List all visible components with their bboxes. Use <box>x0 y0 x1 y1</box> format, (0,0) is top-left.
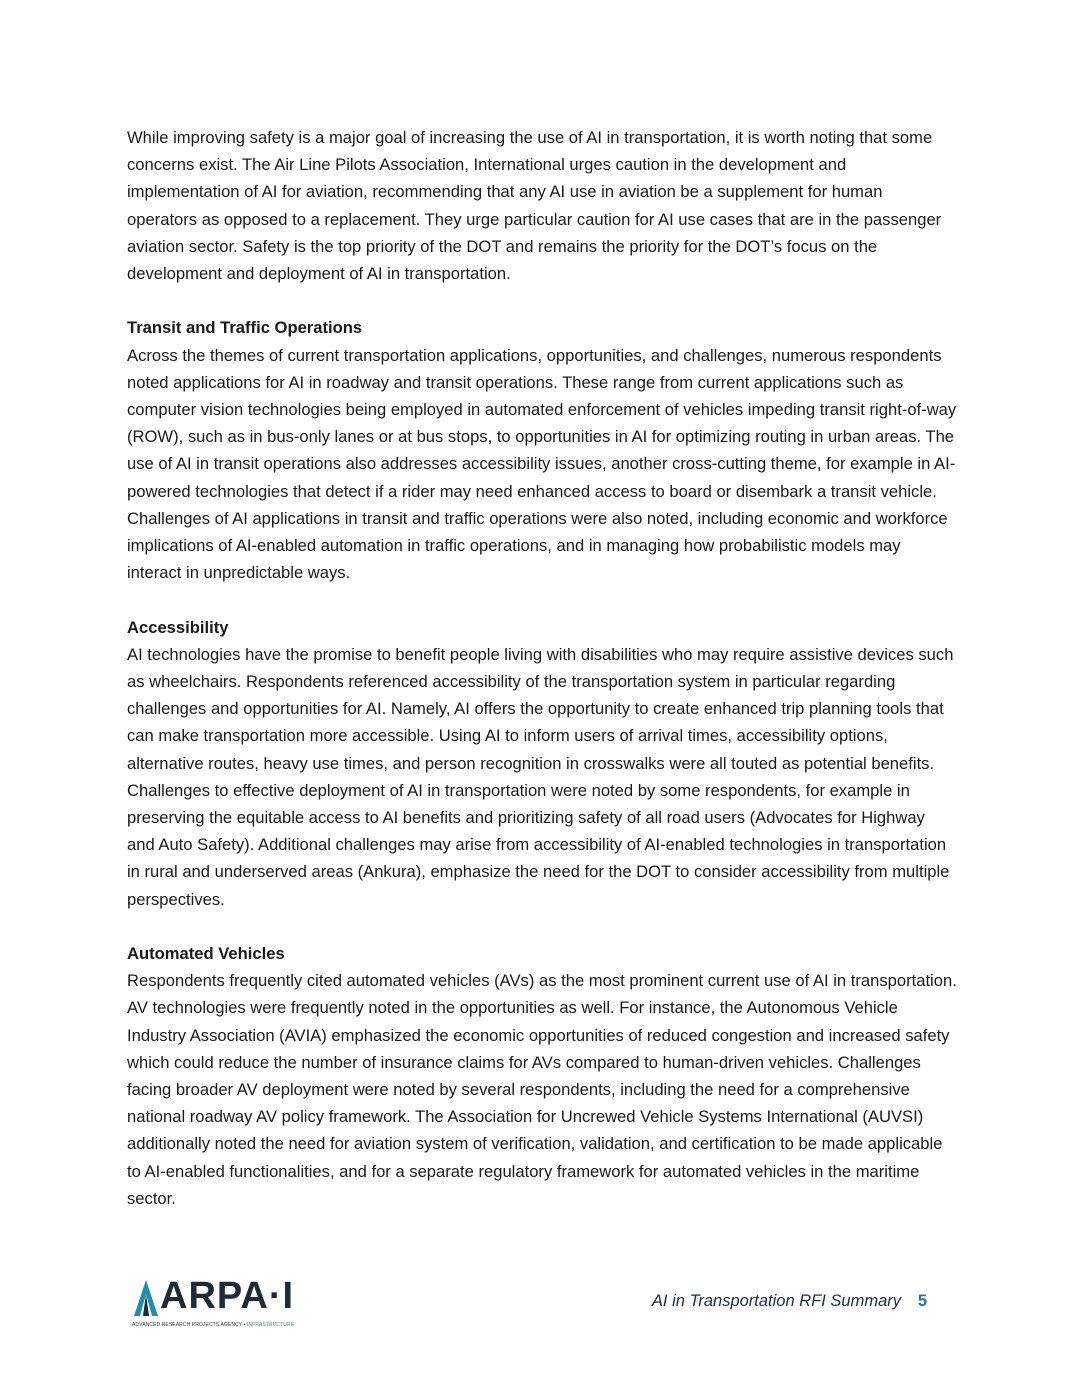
arpa-i-logo-mark-icon <box>132 1280 160 1316</box>
page-number: 5 <box>917 1292 927 1310</box>
arpa-i-logo <box>132 1275 302 1332</box>
section-transit-traffic <box>127 314 957 586</box>
section-heading: Transit and Traffic Operations <box>127 318 363 338</box>
section-paragraph: Across the themes of current transportation applications, opportunities, and challenges, numerous respondents noted applications for AI in roadway and transit operations. These range from current applications such as computer vision technologies being employed in automated enforcement of vehicles impeding transit right-of-way (ROW), such as in bus-only lanes or at bus stops, to opportunities in AI for optimizing routing in urban areas. The use of AI in transit operations also addresses accessibility issues, another cross-cutting theme, for example in AI-powered technologies that detect if a rider may need enhanced access to board or disembark a transit vehicle. Challenges of AI applications in transit and traffic operations were also noted, including economic and workforce implications of AI-enabled automation in traffic operations, and in managing how probabilistic models may interact in unpredictable ways. <box>127 345 957 583</box>
section-heading: Accessibility <box>127 617 229 637</box>
logo-subtitle-accent: INFRASTRUCTURE <box>246 1322 295 1328</box>
footer-document-title: AI in Transportation RFI Summary <box>651 1292 901 1310</box>
page-footer <box>127 1275 957 1338</box>
document-body <box>127 124 957 1239</box>
section-automated-vehicles <box>127 940 957 1212</box>
section-paragraph: Respondents frequently cited automated vehicles (AVs) as the most prominent current use of AI in transportation. AV technologies were frequently noted in the opportunities as well. For instance, the Autonomous Vehicle Industry Association (AVIA) emphasized the economic opportunities of reduced congestion and increased safety which could reduce the number of insurance claims for AVs compared to human-driven vehicles. Challenges facing broader AV deployment were noted by several respondents, including the need for a comprehensive national roadway AV policy framework. The Association for Uncrewed Vehicle Systems International (AUVSI) additionally noted the need for aviation system of verification, validation, and certification to be made applicable to AI-enabled functionalities, and for a separate regulatory framework for automated vehicles in the maritime sector. <box>127 971 957 1208</box>
logo-wordmark: ARPA·I <box>160 1275 295 1317</box>
section-accessibility <box>127 614 957 913</box>
section-heading: Automated Vehicles <box>127 944 285 964</box>
logo-subtitle <box>132 1322 294 1328</box>
section-paragraph: AI technologies have the promise to benefit people living with disabilities who may require assistive devices such as wheelchairs. Respondents referenced accessibility of the transportation system in particular regarding challenges and opportunities for AI. Namely, AI offers the opportunity to create enhanced trip planning tools that can make transportation more accessible. Using AI to inform users of arrival times, accessibility options, alternative routes, heavy use times, and person recognition in crosswalks were all touted as potential benefits. Challenges to effective deployment of AI in transportation were noted by some respondents, for example in preserving the equitable access to AI benefits and prioritizing safety of all road users (Advocates for Highway and Auto Safety). Additional challenges may arise from accessibility of AI-enabled technologies in transportation in rural and underserved areas (Ankura), emphasize the need for the DOT to consider accessibility from multiple perspectives. <box>127 644 954 909</box>
intro-paragraph: While improving safety is a major goal of increasing the use of AI in transportation, it is worth noting that some concerns exist. The Air Line Pilots Association, International urges caution in the development and implementation of AI for aviation, recommending that any AI use in aviation be a supplement for human operators as opposed to a replacement. They urge particular caution for AI use cases that are in the passenger aviation sector. Safety is the top priority of the DOT and remains the priority for the DOT’s focus on the development and deployment of AI in transportation. <box>127 128 942 284</box>
logo-subtitle-main: ADVANCED RESEARCH PROJECTS AGENCY • <box>132 1322 247 1328</box>
